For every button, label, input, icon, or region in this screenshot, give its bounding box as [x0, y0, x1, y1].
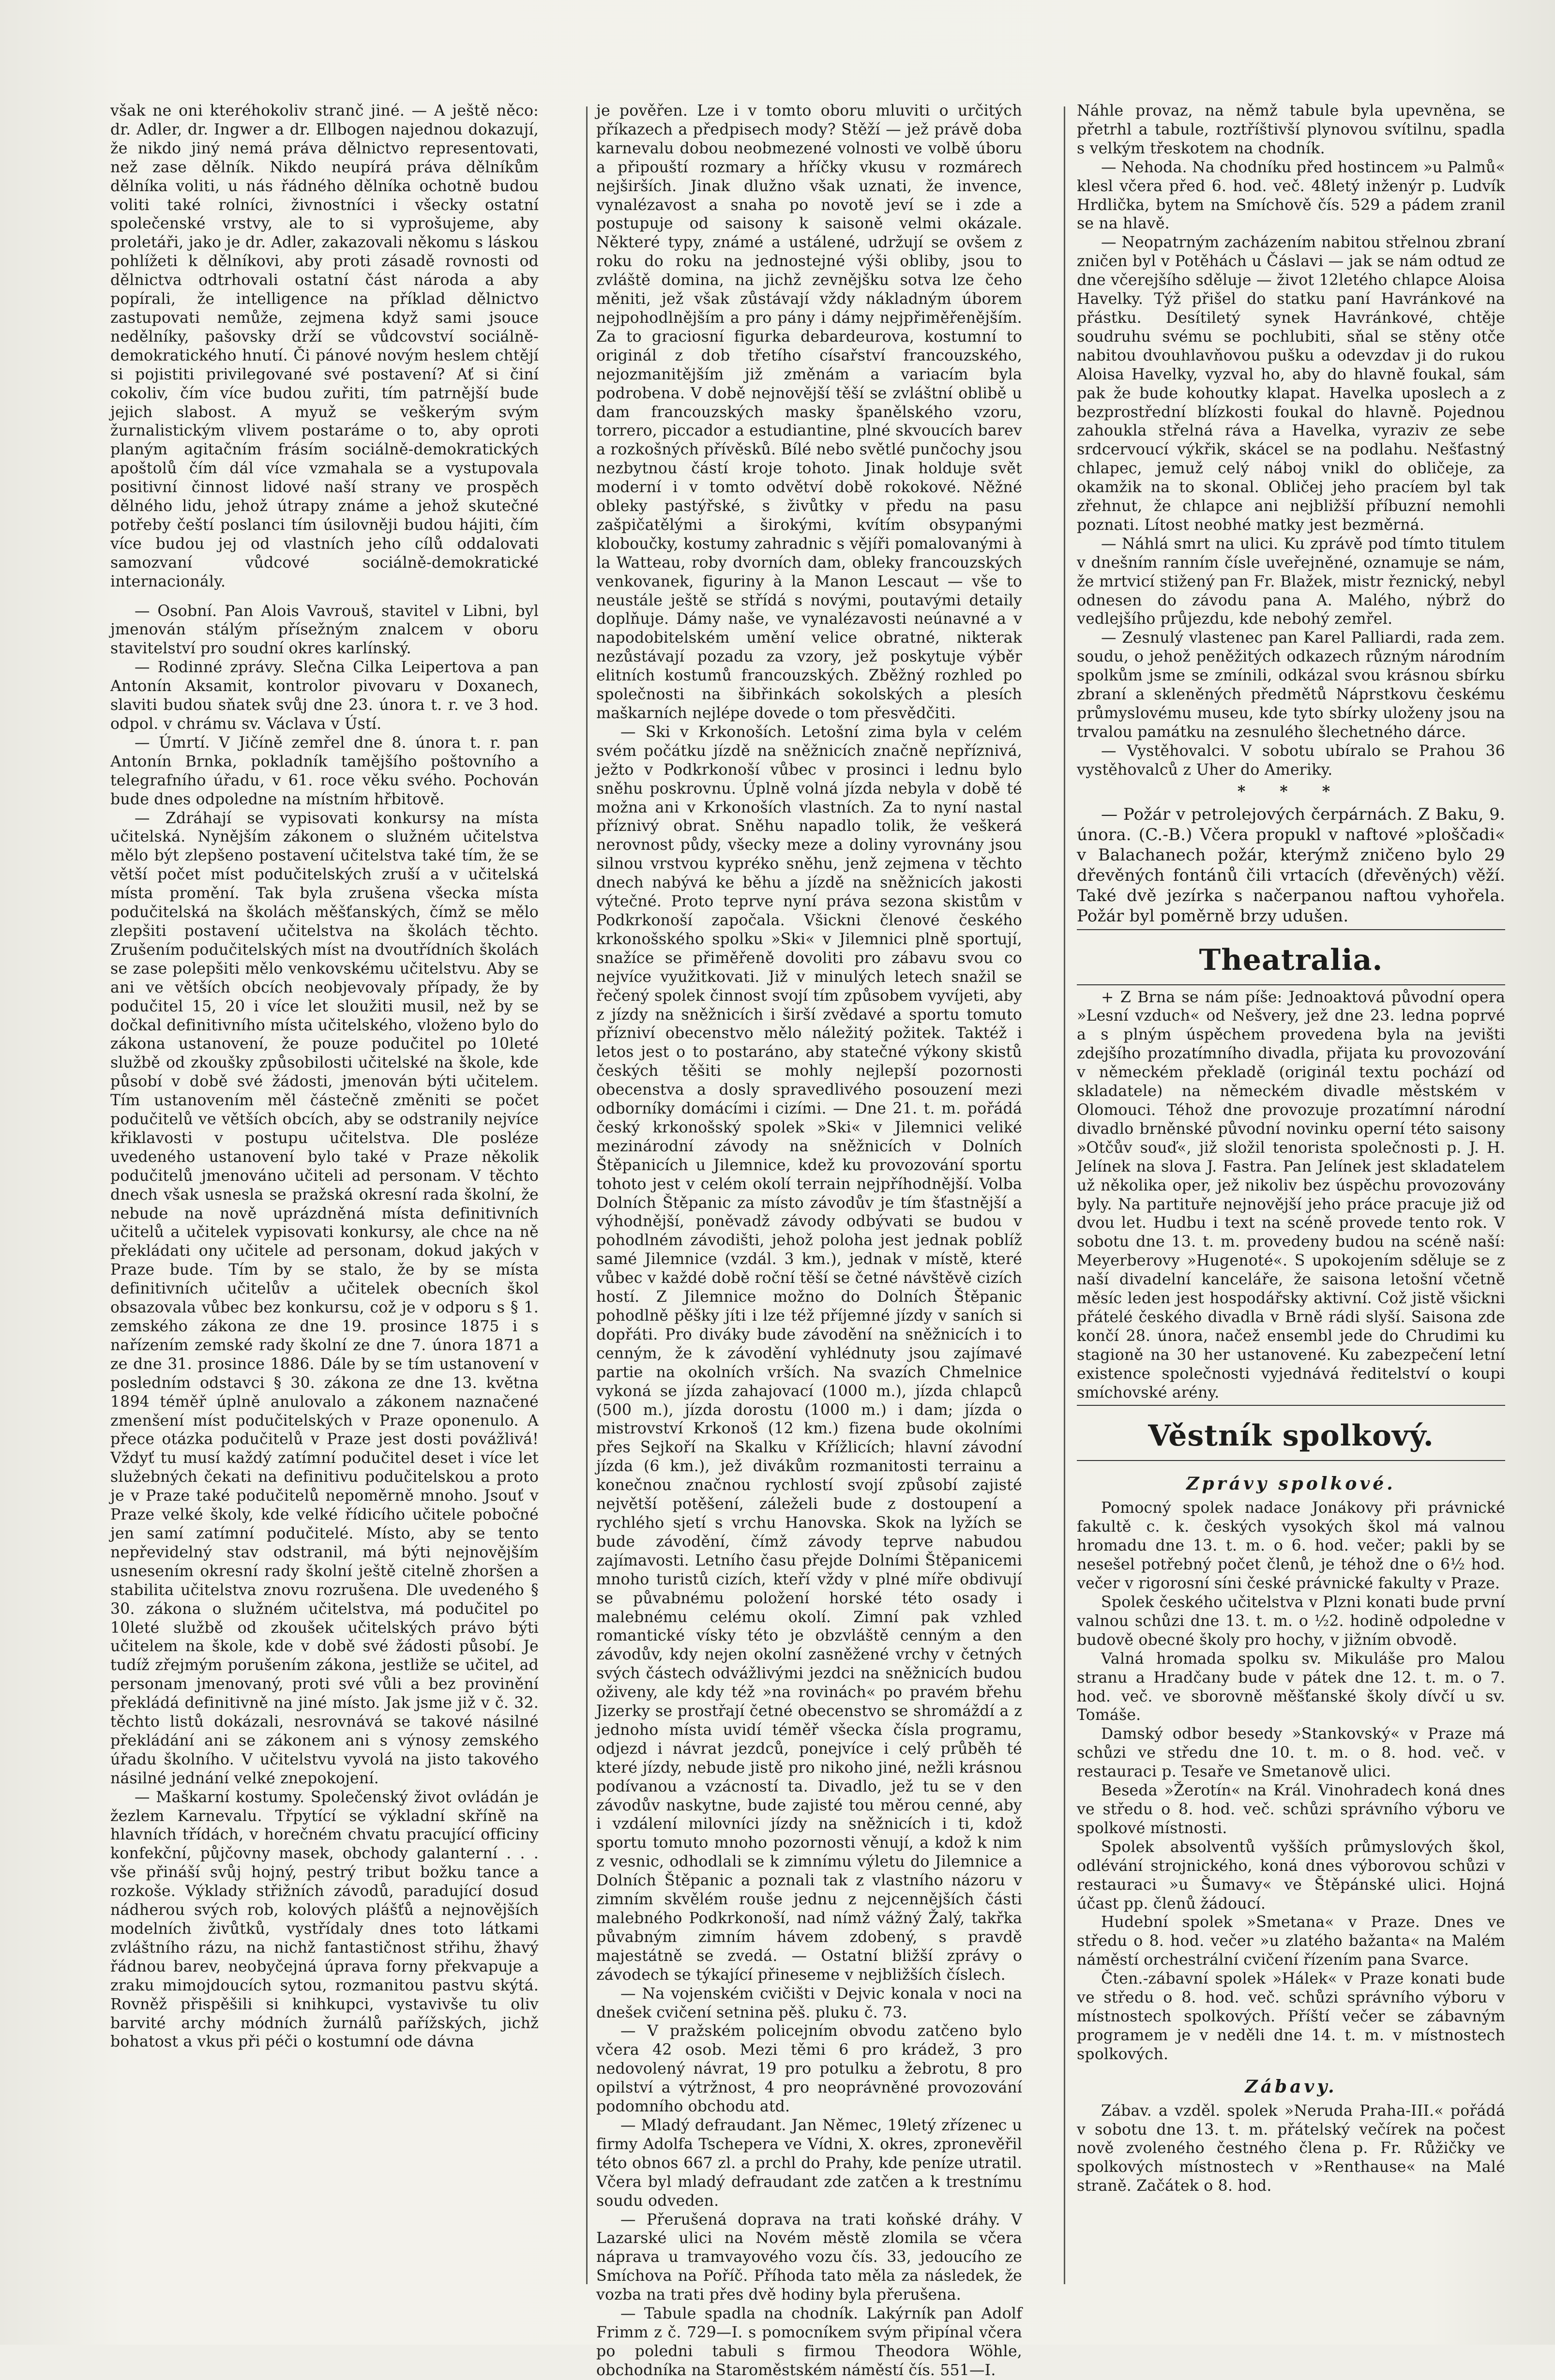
section-title-vestnik: Věstník spolkový.: [1148, 1419, 1434, 1453]
column-divider: [586, 106, 588, 2284]
club-stankovsky: Damský odbor besedy »Stankovský« v Praze má schůzi ve středu dne 10. t. m. o 8. hod. več. v restauraci p. Tesaře ve Smetanově ulici.: [1077, 1725, 1505, 1781]
separator-stars: * * *: [1237, 782, 1345, 800]
news-personal: — Osobní. Pan Alois Vavrouš, stavitel v Libni, byl jmenován stálým přísežným znalcem v oboru stavitelství pro soudní okres karlínský.: [110, 602, 539, 658]
column-left: [110, 102, 539, 2308]
club-zerotin: Beseda »Žerotín« na Král. Vinohradech koná dnes ve středu o 8. hod. več. schůzi správního výboru ve spolkové místnosti.: [1077, 1782, 1505, 1837]
column-right: [1077, 102, 1505, 2308]
news-brno-opera: + Z Brna se nám píše: Jednoaktová původní opera »Lesní vzduch« od Nešvery, jež dne 23. ledna poprvé a s plným úspěchem provedena byla na jevišti zdejšího prozatímního divadla, přijata ku provozování v německém překladě (originál textu pochází od skladatele) na německém divadle městském v Olomouci. Téhož dne provozuje prozatímní národní divadlo brněnské původní novinku operní této saisony »Otčův souď«, již složil tenorista společnosti p. J. H. Jelínek na slova J. Fastra. Pan Jelínek jest skladatelem už několika oper, jež nikoliv bez úspěchu provozovány byly. Na partituře nejnovější jeho práce pracuje již od dvou let. Hudbu i text na scéně provede tento rok. V sobotu dne 13. t. m. provedeny budou na scéně naší: Meyerberovy »Hugenoté«. S upokojením sděluje se z naší divadelní kanceláře, že saisona letošní včetně měsíc leden jest hospodářsky aktivní. Což jistě všickni přátelé českého divadla v Brně rádi slyší. Saisona zde končí 28. února, načež ensembl jede do Chrudimi ku stagioně na 30 her ustanovené. Ku zabezpečení letní existence společnosti vyjednává ředitelství o koupi smíchovské arény.: [1077, 988, 1505, 1401]
club-absolventi: Spolek absolventů vyšších průmyslových škol, odlévání strojnického, koná dnes výborovou schůzi v restauraci »u Šumavy« ve Štěpánské ulici. Hojná účast pp. členů žádoucí.: [1077, 1838, 1505, 1913]
article-politics: však ne oni kteréhokoliv stranč jiné. — A ještě něco: dr. Adler, dr. Ingwer a dr. Ellbogen najednou dokazují, že nikdo jiný nemá práva dělnictvo representovati, než zase dělník. Nikdo neupírá práva dělníkům dělníka voliti, u nás řádného dělníka ochotně budou voliti také rolníci, živnostníci i všecky ostatní společenské vrstvy, ale to si vyprošujeme, aby proletáři, jako je dr. Adler, zakazovali někomu s láskou pohlížeti k dělníkovi, aby proti zásadě rovnosti od dělnictva odtrhovali ostatní část národa a aby popírali, že intelligence na příklad dělnictvo zastupovati nemůže, zejmena když sami jsouce nedělníky, pašovsky drží se vůdcovství sociálně-demokratického hnutí. Či pánové novým heslem chtějí si pojistiti privilegované své postavení? Ať si činí cokoliv, čím více budou zuřiti, tím patrnější bude jejich slabost. A myuž se veškerým svým žurnalistickým vlivem postaráme o to, aby oproti planým agitačním frásím sociálně-demokratických apoštolů čím dál více vzmahala se a vystupovala positivní činnost lidové naší strany ve prospěch dělného lidu, jehož útrapy známe a jehož skutečné potřeby čeští poslanci tím úsilovněji budou hájiti, čím více budou jej od vlastních jeho cílů oddalovati samozvaní vůdcové sociálně-demokratické internacionály.: [110, 102, 539, 590]
club-plzen: Spolek českého učitelstva v Plzni konati bude první valnou schůzi dne 13. t. m. o ½2. hodině odpoledne v budově obecné školy pro hochy, v jižním obvodě.: [1077, 1594, 1505, 1649]
column-middle: [596, 102, 1022, 2379]
club-mikulas: Valná hromada spolku sv. Mikuláše pro Malou stranu a Hradčany bude v pátek dne 12. t. m. o 7. hod. več. ve sborovně měšťanské školy dívčí u sv. Tomáše.: [1077, 1650, 1505, 1724]
news-costumes: — Maškarní kostumy. Společenský život ovládán je žezlem Karnevalu. Třpytící se výkladní skříně na hlavních třídách, v horečném chvatu pracující officiny konfekční, půjčovny masek, obchody galanterní . . . vše přináší svůj hojný, pestrý tribut božku tance a rozkoše. Výklady střižních závodů, paradující dosud nádherou svých rob, kolových plášťů a nejnovějších modelních živůtků, vystřídaly dnes toto látkami zvláštního rázu, na nichž fantastičnost střihu, žhavý řádnou barev, neobyčejná úprava forny překvapuje a zraku mimojdoucích sytou, rozmanitou pastvu skýtá. Rovněž přispěšili si knihkupci, vystavivše tu oliv barvité archy módních žurnálů pařížských, jichž bohatost a vkus při péči o kostumní ode dávna: [110, 1788, 539, 2051]
news-fire-baku: — Požár v petrolejových čerpárnách. Z Baku, 9. února. (C.-B.) Včera propukl v naftové »ploščadi« v Balachanech požár, kterýmž zničeno bylo 29 dřevěných fontánů čili vrtacích (dřevěných) věží. Také dvě jezírka s načerpanou naftou vyhořela. Požár byl poměrně brzy udušen.: [1077, 804, 1505, 926]
subsection-title-zpravy: Zprávy spolkové.: [1186, 1474, 1396, 1494]
news-family: — Rodinné zprávy. Slečna Cilka Leipertova a pan Antonín Aksamit, kontrolor pivovaru v Doxanech, slaviti budou sňatek svůj dne 23. února t. r. ve 3 hod. odpol. v chrámu sv. Václava v Ústí.: [110, 659, 539, 733]
news-death: — Úmrtí. V Jičíně zemřel dne 8. února t. r. pan Antonín Brnka, pokladník tamějšího poštovního a telegrafního úřadu, v 61. roce věku svého. Pochován bude dnes odpoledne na místním hřbitově.: [110, 734, 539, 808]
news-emigrants: — Vystěhovalci. V sobotu ubíralo se Prahou 36 vystěhovalců z Uher do Ameriky.: [1077, 742, 1505, 779]
news-ski: — Ski v Krkonoších. Letošní zima byla v celém svém počátku jízdě na sněžnicích značně nepříznivá, ježto v Podkrkonoší vůbec v prosinci i lednu bylo sněhu poskrovnu. Úplně volná jízda nebyla v době té možna ani v Krkonoších vlastních. Za to nyní nastal příznivý obrat. Sněhu napadlo tolik, že veškerá nerovnost půdy, všecky meze a doliny vyrovnány jsou silnou vrstvou kypréko sněhu, jenž zejmena v těchto dnech nabývá ke běhu a jízdě na sněžnicích jakosti výtečné. Proto teprve nyní práva sezona skistům v Podkrkonoší započala. Všickni členové českého krkonošského spolku »Ski« v Jilemnici plně sportují, snažíce se přiměřeně dovoliti pro zábavu svou co nejvíce využitkovati. Již v minulých letech snažil se řečený spolek činnost svojí tím způsobem vyvíjeti, aby z jízdy na sněžnicích i širší zvědavé a sportu tomuto přízniví obecenstvo mělo náležitý požitek. Taktéž i letos jest o to postaráno, aby statečné výkony skistů českých těšiti se mohly nejlepší pozornosti obecenstva a dosly spravedlivého posouzení mezi odborníky domácími i cizími. — Dne 21. t. m. pořádá český krkonošský spolek »Ski« v Jilemnici veliké mezinárodní závody na sněžnicích v Dolních Štěpanicích u Jilemnice, kdež ku provozování sportu tohoto jest v celém okolí terrain nejpříhodnější. Volba Dolních Štěpanic za místo závodův je tím šťastnější a výhodnější, poněvadž závody odbývati se budou v pohodlném závodišti, jehož poloha jest jednak poblíž samé Jilemnice (vzdál. 3 km.), jednak v místě, které vůbec v každé době roční těší se četné návštěvě cizích hostí. Z Jilemnice možno do Dolních Štěpanic pohodlně pěšky jíti i lze též příjemné jízdy v saních si dopřáti. Pro diváky bude závodění na sněžnicích i to cenným, že k závodění vyhlédnuty jsou zajímavé partie na okolních vrších. Na svazích Chmelnice vykoná se jízda zahajovací (1000 m.), jízda chlapců (500 m.), jízda dorostu (1000 m.) i dam; jízda o mistrovství Krkonoš (12 km.) fizena bude okolními přes Sejkoří na Skalku v Křížlicích; hlavní závodní jízda (6 km.), jež divákům rozmanitosti terrainu a konečnou značnou rychlostí svojí způsobí zajisté největší potěšení, záleželi bude z dostoupení a rychlého sjetí s vrchu Hanovska. Skok na lyžích se bude závodění, čímž závody teprve nabudou zajímavosti. Letního času přejde Dolními Štěpanicemi mnoho turistů cizích, kteří vždy v plné míře obdivují se půvabnému položení horské této osady i malebnému celému okolí. Zimní pak vzhled romantické vísky této je obzvláště cenným a den závodův, kdy nejen okolní zasněžené vrchy v četných svých částech odvážlivými jezdci na sněžnicích budou oživeny, ale kdy též »na rovinách« po pravém břehu Jizerky se prostřají četné obecenstvo se shromáždí a z jednoho místa uvidí téměř všecka čísla programu, odjezd i návrat jezdců, ponejvíce i celý průběh té které jízdy, nebude jistě pro nikoho jiné, nežli krásnou podívanou a vzácností ta. Divadlo, jež tu se v den závodův naskytne, bude zajisté tou měrou cenné, aby i vzdálení milovníci jízdy na sněžnicích i ti, kdož sportu tomuto mnoho pozornosti věnují, a kdož k nim z vesnic, odhodlali se k zimnímu výletu do Jilemnice a Dolních Štěpanic a poznali tak z vlastního názoru v zimním skvělém rouše jednu z nejcennějších části malebného Podkrkonoší, nad nímž vážný Žalý, takřka půvabným zimním hávem zdobený, s pravdě majestátně se zvedá. — Ostatní bližší zprávy o závodech se týkající přineseme v nejbližších číslech.: [596, 723, 1022, 1984]
section-rule: [1077, 929, 1505, 930]
news-military: — Na vojenském cvičišti v Dejvic konala v noci na dnešek cvičení setnina pěš. pluku č. 73.: [596, 1985, 1022, 2021]
news-palliardi: — Zesnulý vlastenec pan Karel Palliardi, rada zem. soudu, o jehož peněžitých odkazech různým národním spolkům jsme se zmínili, odkázal svou krásnou sbírku zbraní a skleněných předmětů Náprstkovu českému průmyslovému museu, kde tyto sbírky uloženy jsou na trvalou památku na zesnulého šlechetného dárce.: [1077, 629, 1505, 741]
club-halek: Čten.-zábavní spolek »Hálek« v Praze konati bude ve středu o 8. hod. več. schůzi správního výboru v místnostech spolkových. Příští večer se zábavným programem je v neděli dne 14. t. m. v místnostech spolkových.: [1077, 1970, 1505, 2063]
column-divider: [1064, 106, 1065, 2284]
news-teachers: — Zdráhají se vypisovati konkursy na místa učitelská. Nynějším zákonem o služném učitelstva mělo být zlepšeno postavení učitelstva také tím, že se větší počet míst podučitelských zruší a v učitelská místa promění. Tak byla zrušena všecka místa podučitelská na školách měšťanských, čímž se mělo zlepšiti postavení učitelstva na školách těchto. Zrušením podučitelských míst na dvoutřídních školách se zase polepšiti mělo venkovskému učitelstvu. Aby se ani ve větších obcích neobjevovaly případy, že by podučitel 15, 20 i více let sloužiti musil, než by se dočkal definitivního místa učitelského, vloženo bylo do zákona ustanovení, že pouze podučitel po 10leté službě od zkoušky způsobilosti učitelské na škole, kde působí v době své žádosti, jmenován býti učitelem. Tím ustanovením měl částečně změniti se počet podučitelů ve větších obcích, aby se odstranily nejvíce křiklavosti v postupu učitelstva. Dle posléze uvedeného ustanovení bylo také v Praze několik podučitelů jmenováno učiteli ad personam. V těchto dnech však usnesla se pražská okresní rada školní, že nebude na nově uprázdněná místa definitivních učitelů a učitelek vypisovati konkursy, ale chce na ně překládati ony učitele ad personam, dokud jakých v Praze bude. Tím by se stalo, že by se místa definitivních učitelův a učitelek obecních škol obsazovala vůbec bez konkursu, což je v odporu s § 1. zemského zákona ze dne 19. prosince 1875 i s nařízením zemské rady školní ze dne 7. února 1871 a ze dne 31. prosince 1886. Dále by se tím ustanovení v posledním odstavci § 30. zákona ze dne 13. května 1894 téměř úplně anulovalo a zákonem naznačené zmenšení míst podučitelských v Praze oponenulo. A přece otázka podučitelů v Praze jest dosti povážlivá! Vždyť tu musí každý zatímní podučitel deset i více let služebných čekati na definitivu podučitelskou a proto je v Praze také podučitelů nepoměrně mnoho. Jsouť v Praze velké školy, kde velké řídicího učitele pobočné jen samí zatímní podučitelé. Místo, aby se tento nepřevidelný stav odstranil, má býti nejnovějším usnesením okresní rady školní ještě citelně zhoršen a stabilita učitelstva znovu rozrušena. Dle uvedeného § 30. zákona o služném učitelstva, má podučitel po 10leté službě od zkoušek učitelských právo býti učitelem na škole, kde v době své žádosti působí. Je tudíž zřejmým porušením zákona, jestliže se učitel, ad personam jmenovaný, proti své vůli a bez provinění překládá definitivně na jiné místo. Jak jsme již v č. 32. těchto listů dokázali, nesrovnává se takové násilné překládání ani se zákonem ani s výnosy zemského úřadu školního. V učitelstvu vyvolá na jisto takového násilné jednání velké znepokojení.: [110, 809, 539, 1787]
club-smetana: Hudební spolek »Smetana« v Praze. Dnes ve středu o 8. hod. večer »u zlatého bažanta« na Malém náměstí orchestrální cvičení řízením pana Svarce.: [1077, 1913, 1505, 1969]
section-rule: [1077, 984, 1505, 985]
news-police: — V pražském policejním obvodu zatčeno bylo včera 42 osob. Mezi těmi 6 pro krádež, 3 pro nedovolený návrat, 19 pro potulku a žebrotu, 8 pro opilství a výtržnost, 4 pro neoprávněné provozování podomního obchodu atd.: [596, 2022, 1022, 2116]
news-sign-cont: Náhle provaz, na němž tabule byla upevněna, se přetrhl a tabule, roztříštivší plynovou svítilnu, spadla s velkým třeskotem na chodník.: [1077, 102, 1505, 157]
news-gun: — Neopatrným zacházením nabitou střelnou zbraní zničen byl v Potěhách u Čáslavi — jak se nám odtud ze dne včerejšího sděluje — život 12letého chlapce Aloisa Havelky. Týž přišel do statku paní Havránkové na přástku. Desítiletý synek Havránkové, chtěje soudruhu svému se pochlubiti, sňal se stěny otče nabitou dvouhlavňovou pušku a odevzdav ji do rukou Aloisa Havelky, vyzval ho, aby do hlavně foukal, sám pak že bude kohoutky klapat. Havelka uposlech a z bezprostřední blízkosti foukal do hlavně. Pojednou zahoukla střelná ráva a Havelka, vyraziv ze sebe srdcervoucí výkřik, skácel se na podlahu. Nešťastný chlapec, jemuž celý náboj vnikl do obličeje, za okamžik na to skonal. Obličej jeho pracíem byl tak zřehnut, že chlapce ani nejbližší příbuzní nemohli poznati. Lítost neobhé matky jest bezměrná.: [1077, 234, 1505, 534]
news-defraudant: — Mladý defraudant. Jan Němec, 19letý zřízenec u firmy Adolfa Tschepera ve Vídni, X. okres, zpronevěřil této obnos 667 zl. a prchl do Prahy, kde peníze utratil. Včera byl mladý defraudant zde zatčen a k trestnímu soudu odveden.: [596, 2116, 1022, 2210]
news-tram: — Přerušená doprava na trati koňské dráhy. V Lazarské ulici na Novém městě zlomila se včera náprava u tramvayového vozu čís. 33, jedoucího ze Smíchova na Poříč. Příhoda tato měla za následek, že vozba na trati přes dvě hodiny byla přerušena.: [596, 2211, 1022, 2304]
club-neruda: Zábav. a vzděl. spolek »Neruda Praha-III.« pořádá v sobotu dne 13. t. m. přátelský večírek na počest nově zvoleného čestného člena p. Fr. Růžičky ve spolkových místnostech v »Renthause« na Malé straně. Začátek o 8. hod.: [1077, 2102, 1505, 2195]
section-title-theatralia: Theatralia.: [1199, 943, 1383, 977]
subsection-title-zabavy: Zábavy.: [1245, 2076, 1337, 2097]
section-rule: [1077, 1460, 1505, 1461]
news-sign: — Tabule spadla na chodník. Lakýrník pan Adolf Frimm z č. 729—I. s pomocníkem svým připínal včera po poledni tabuli s firmou Theodora Wöhle, obchodníka na Staroměstském náměstí čís. 551—I.: [596, 2305, 1022, 2379]
news-accident: — Nehoda. Na chodníku před hostincem »u Palmů« klesl včera před 6. hod. več. 48letý inženýr p. Ludvík Hrdlička, bytem na Smíchově čís. 529 a pádem zranil se na hlavě.: [1077, 158, 1505, 233]
news-sudden-death: — Náhlá smrt na ulici. Ku zprávě pod tímto titulem v dnešním ranním čísle uveřejněné, oznamuje se nám, že mrtvicí stižený pan Fr. Blažek, mistr řeznický, nebyl odnesen do závodu pana A. Malého, nýbrž do vedlejšího průjezdu, kde nebohý zemřel.: [1077, 535, 1505, 628]
news-costumes-cont: je pověřen. Lze i v tomto oboru mluviti o určitých příkazech a předpisech mody? Stěží — jež právě doba karnevalu dobou neobmezené volnosti ve volbě úboru a připouští rozmary a hříčky vkusu v rozmárech nejširších. Jinak dlužno však uznati, že invence, vynalézavost a snaha po novotě jeví se i zde a postupuje od saisony k saisoně velmi okázale. Některé typy, známé a ustálené, udržují se ovšem z roku do roku na jednostejné výši obliby, jsou to zvláště domina, na jichž zevnějšku sotva lze čeho měniti, jež však zůstávají vždy nákladným úborem nejpohodlnějším a pro pány i dámy nejpřiměřenějším. Za to graciosní figurka debardeurova, kostumní to originál z dob třetího císařství francouzského, nejozmanitějším již změnám a variacím byla podrobena. V době nejnovější těší se zvláštní oblibě u dam francouzských masky španělského vzoru, torrero, piccador a estudiantine, plné skvoucích barev a rozkošných přívěsků. Bílé nebo světlé punčochy jsou nezbytnou částí kroje tohoto. Jinak holduje svět moderní i v tomto odvětví době rokokové. Něžné obleky pastýřské, s živůtky v předu na pasu zašpičatělými a širokými, kvítím obsypanými kloboučky, kostumy zahradnic s vějíři pomalovanými à la Watteau, roby dvorních dam, obleky francouzských venkovanek, figuriny à la Manon Lescaut — vše to neustále ještě se střídá s novými, poutavými detaily doplňuje. Dámy naše, ve vynalézavosti neúnavné a v napodobitelském umění velice obratné, nikterak nezůstávají pozadu za vzory, jež poskytuje výběr elitních kostumů francouzských. Zběžný rozhled po společnosti na šibřinkách sokolských a plesích maškarních nejlépe dovede o tom přesvědčiti.: [596, 102, 1022, 722]
section-rule: [1077, 1405, 1505, 1406]
club-jonak: Pomocný spolek nadace Jonákovy při právnické fakultě c. k. českých vysokých škol má valnou hromadu dne 13. t. m. o 6. hod. večer; pakli by se nesešel potřebný počet členů, je téhož dne o 6½ hod. večer v rigorosní síni české právnické fakulty v Praze.: [1077, 1499, 1505, 1593]
